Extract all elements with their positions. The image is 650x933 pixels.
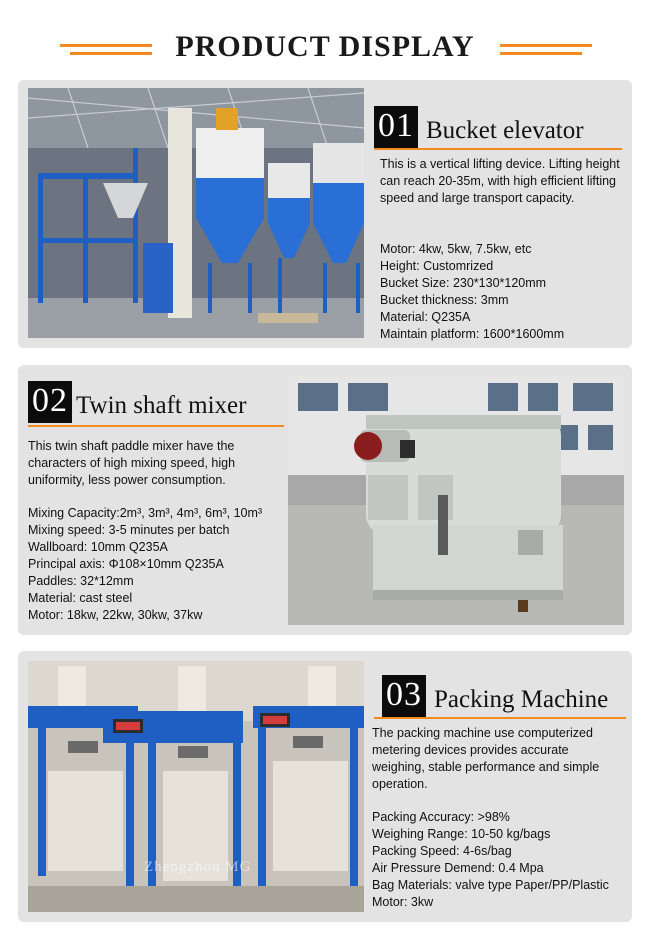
product-specs (372, 809, 609, 911)
product-description: The packing machine use computerized metering devices provides accurate weighing, stable performance and simple operation. (372, 726, 600, 791)
page-title: PRODUCT DISPLAY (175, 30, 475, 63)
heading-underline (28, 425, 284, 427)
product-name: Bucket elevator (426, 117, 584, 144)
spec-line: Height: Customrized (380, 259, 494, 273)
spec-line: Maintain platform: 1600*1600mm (380, 327, 565, 341)
spec-line: Motor: 4kw, 5kw, 7.5kw, etc (380, 242, 532, 256)
twin-shaft-mixer-heading (28, 381, 246, 423)
spec-line: Bucket thickness: 3mm (380, 293, 509, 307)
spec-line: Paddles: 32*12mm (28, 574, 134, 588)
page-header (0, 0, 650, 80)
product-number: 02 (28, 381, 72, 423)
product-number: 01 (374, 106, 418, 148)
heading-underline (374, 717, 626, 719)
product-specs (28, 505, 262, 624)
spec-line: Mixing Capacity:2m³, 3m³, 4m³, 6m³, 10m³ (28, 506, 263, 520)
spec-line: Principal axis: Φ108×10mm Q235A (28, 557, 224, 571)
product-card-twin-shaft-mixer (18, 365, 632, 635)
product-number: 03 (382, 675, 426, 717)
product-name: Twin shaft mixer (76, 392, 247, 419)
photo-watermark: Zhengzhou MG (144, 859, 252, 875)
twin-shaft-mixer-photo (288, 375, 624, 625)
product-description: This twin shaft paddle mixer have the characters of high mixing speed, high uniformity, less power consumption. (28, 439, 236, 487)
spec-line: Motor: 18kw, 22kw, 30kw, 37kw (28, 608, 203, 622)
product-description: This is a vertical lifting device. Lifting height can reach 20-35m, with high efficient lifting speed and large transport capacity. (380, 157, 620, 205)
spec-line: Mixing speed: 3-5 minutes per batch (28, 523, 230, 537)
packing-machine-heading (382, 675, 608, 717)
spec-line: Material: Q235A (380, 310, 471, 324)
product-card-packing-machine (18, 651, 632, 922)
bucket-elevator-heading (374, 106, 584, 148)
header-deco-line-right-top (500, 44, 592, 47)
spec-line: Bucket Size: 230*130*120mm (380, 276, 547, 290)
spec-line: Packing Accuracy: >98% (372, 810, 510, 824)
spec-line: Packing Speed: 4-6s/bag (372, 844, 512, 858)
heading-underline (374, 148, 622, 150)
product-specs (380, 241, 564, 343)
spec-line: Weighing Range: 10-50 kg/bags (372, 827, 551, 841)
spec-line: Motor: 3kw (372, 895, 434, 909)
bucket-elevator-photo (28, 88, 364, 338)
product-name: Packing Machine (434, 686, 609, 713)
product-card-bucket-elevator (18, 80, 632, 348)
spec-line: Bag Materials: valve type Paper/PP/Plastic (372, 878, 609, 892)
spec-line: Air Pressure Demend: 0.4 Mpa (372, 861, 544, 875)
spec-line: Material: cast steel (28, 591, 133, 605)
spec-line: Wallboard: 10mm Q235A (28, 540, 168, 554)
header-deco-line-right-bottom (500, 52, 582, 55)
